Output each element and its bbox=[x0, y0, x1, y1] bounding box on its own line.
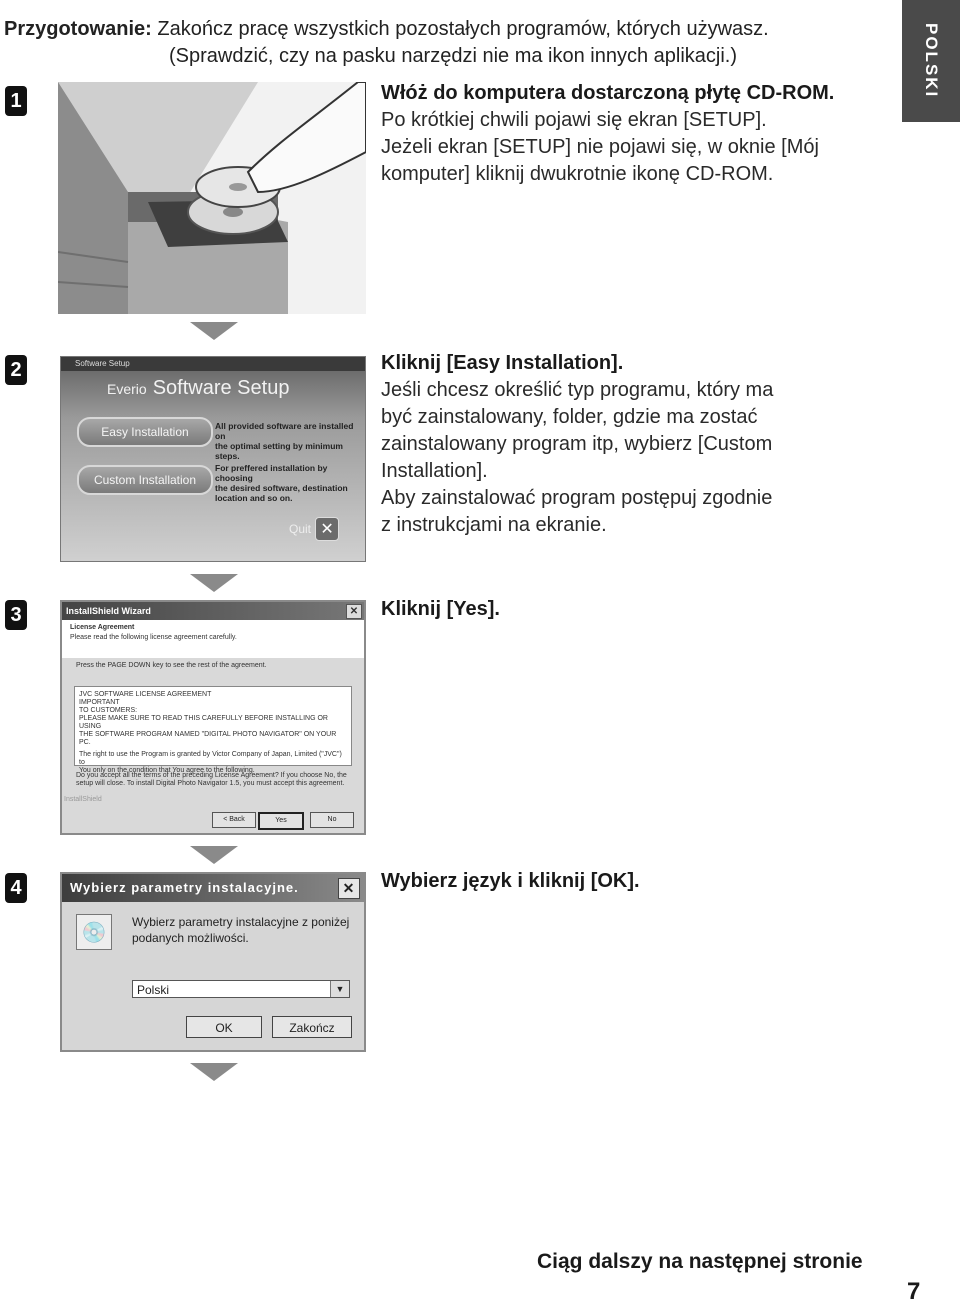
license-section-title: License Agreement bbox=[70, 624, 135, 631]
desc-line: For preffered installation by choosing bbox=[215, 463, 328, 483]
desc-line: the optimal setting by minimum steps. bbox=[215, 441, 343, 461]
step-4-text bbox=[381, 868, 891, 895]
license-titlebar bbox=[62, 602, 364, 620]
step-3-text bbox=[381, 596, 891, 623]
step-2-heading: Kliknij [Easy Installation]. bbox=[381, 352, 624, 374]
step-2-line: z instrukcjami na ekranie. bbox=[381, 514, 607, 536]
down-arrow-icon bbox=[190, 322, 238, 340]
step-2-line: Installation]. bbox=[381, 460, 488, 482]
step-1-text bbox=[381, 80, 891, 188]
step-1-line: Po krótkiej chwili pojawi się ekran [SETUP]. bbox=[381, 109, 767, 131]
step-number-2: 2 bbox=[5, 355, 27, 385]
preparation-line1: Zakończ pracę wszystkich pozostałych programów, których używasz. bbox=[157, 18, 769, 40]
license-titlebar-text: InstallShield Wizard bbox=[66, 606, 151, 616]
installation-options-window bbox=[60, 872, 366, 1052]
license-hint: Press the PAGE DOWN key to see the rest of the agreement. bbox=[76, 662, 267, 669]
step-2-line: Aby zainstalować program postępuj zgodnie bbox=[381, 487, 773, 509]
step-4-heading: Wybierz język i kliknij [OK]. bbox=[381, 870, 640, 892]
license-text-box[interactable] bbox=[74, 686, 352, 774]
language-tab bbox=[902, 0, 960, 122]
custom-installation-desc bbox=[215, 463, 365, 503]
close-icon: ✕ bbox=[315, 517, 339, 541]
license-section-sub: Please read the following license agreement carefully. bbox=[70, 634, 237, 641]
setup-titlebar: Software Setup bbox=[61, 357, 365, 371]
license-question bbox=[76, 772, 347, 788]
quit-button[interactable] bbox=[289, 517, 339, 541]
step-2-line: być zainstalowany, folder, gdzie ma zostać bbox=[381, 406, 758, 428]
brand-name: Everio bbox=[107, 381, 147, 397]
license-line: TO CUSTOMERS: bbox=[79, 707, 138, 714]
yes-button[interactable]: Yes bbox=[258, 812, 304, 830]
desc-line: the desired software, destination bbox=[215, 483, 348, 493]
step-number-3: 3 bbox=[5, 600, 27, 630]
license-line: You only on the condition that You agree to the following. bbox=[79, 767, 255, 774]
license-line: IMPORTANT bbox=[79, 699, 120, 706]
down-arrow-icon bbox=[190, 846, 238, 864]
no-button[interactable]: No bbox=[310, 812, 354, 828]
quit-label: Quit bbox=[289, 522, 312, 536]
down-arrow-icon bbox=[190, 574, 238, 592]
step-1-heading: Włóż do komputera dostarczoną płytę CD-ROM. bbox=[381, 82, 835, 104]
cd-insert-illustration bbox=[58, 82, 366, 314]
close-icon[interactable]: ✕ bbox=[346, 604, 362, 619]
desc-line: location and so on. bbox=[215, 493, 293, 503]
preparation-label: Przygotowanie: bbox=[4, 18, 152, 40]
setup-title-text: Software Setup bbox=[152, 377, 290, 399]
close-icon[interactable]: ✕ bbox=[338, 878, 360, 899]
message-line: podanych możliwości. bbox=[132, 931, 249, 945]
question-line: Do you accept all the terms of the preceding License Agreement? If you choose No, the bbox=[76, 772, 347, 779]
preparation-text bbox=[4, 16, 769, 70]
back-button[interactable]: < Back bbox=[212, 812, 256, 828]
step-2-text bbox=[381, 350, 891, 539]
setup-title bbox=[107, 377, 289, 400]
license-line: The right to use the Program is granted by Victor Company of Japan, Limited ("JVC") to bbox=[79, 751, 342, 766]
license-header bbox=[62, 620, 364, 658]
options-titlebar bbox=[62, 874, 364, 902]
computer-cd-icon bbox=[58, 82, 366, 314]
options-message bbox=[132, 914, 349, 946]
preparation-line2: (Sprawdzić, czy na pasku narzędzi nie ma ikon innych aplikacji.) bbox=[169, 45, 738, 67]
easy-installation-desc bbox=[215, 421, 365, 461]
step-number-1: 1 bbox=[5, 86, 27, 116]
step-1-line: komputer] kliknij dwukrotnie ikonę CD-ROM. bbox=[381, 163, 774, 185]
language-select-value: Polski bbox=[137, 983, 170, 997]
down-arrow-icon bbox=[190, 1063, 238, 1081]
software-setup-window bbox=[60, 356, 366, 562]
page-number: 7 bbox=[907, 1278, 921, 1305]
chevron-down-icon[interactable]: ▼ bbox=[330, 981, 349, 997]
continued-note: Ciąg dalszy na następnej stronie bbox=[537, 1250, 863, 1273]
step-3-heading: Kliknij [Yes]. bbox=[381, 598, 500, 620]
step-number-4: 4 bbox=[5, 873, 27, 903]
desc-line: All provided software are installed on bbox=[215, 421, 354, 441]
language-tab-label: POLSKI bbox=[922, 23, 941, 99]
installshield-brand: InstallShield bbox=[64, 796, 102, 803]
easy-installation-button[interactable]: Easy Installation bbox=[77, 417, 213, 447]
language-select[interactable] bbox=[132, 980, 350, 998]
message-line: Wybierz parametry instalacyjne z poniżej bbox=[132, 915, 350, 929]
license-line: THE SOFTWARE PROGRAM NAMED "DIGITAL PHOTO NAVIGATOR" ON YOUR PC. bbox=[79, 731, 337, 746]
question-line: setup will close. To install Digital Photo Navigator 1.5, you must accept this agreement. bbox=[76, 780, 345, 787]
step-1-line: Jeżeli ekran [SETUP] nie pojawi się, w oknie [Mój bbox=[381, 136, 819, 158]
step-2-line: Jeśli chcesz określić typ programu, który ma bbox=[381, 379, 774, 401]
license-line: PLEASE MAKE SURE TO READ THIS CAREFULLY BEFORE INSTALLING OR USING bbox=[79, 715, 328, 730]
license-agreement-window bbox=[60, 600, 366, 835]
cancel-button[interactable]: Zakończ bbox=[272, 1016, 352, 1038]
custom-installation-button[interactable]: Custom Installation bbox=[77, 465, 213, 495]
ok-button[interactable]: OK bbox=[186, 1016, 262, 1038]
step-2-line: zainstalowany program itp, wybierz [Custom bbox=[381, 433, 773, 455]
setup-icon: 💿 bbox=[76, 914, 112, 950]
options-titlebar-text: Wybierz parametry instalacyjne. bbox=[70, 880, 299, 895]
license-line: JVC SOFTWARE LICENSE AGREEMENT bbox=[79, 691, 212, 698]
